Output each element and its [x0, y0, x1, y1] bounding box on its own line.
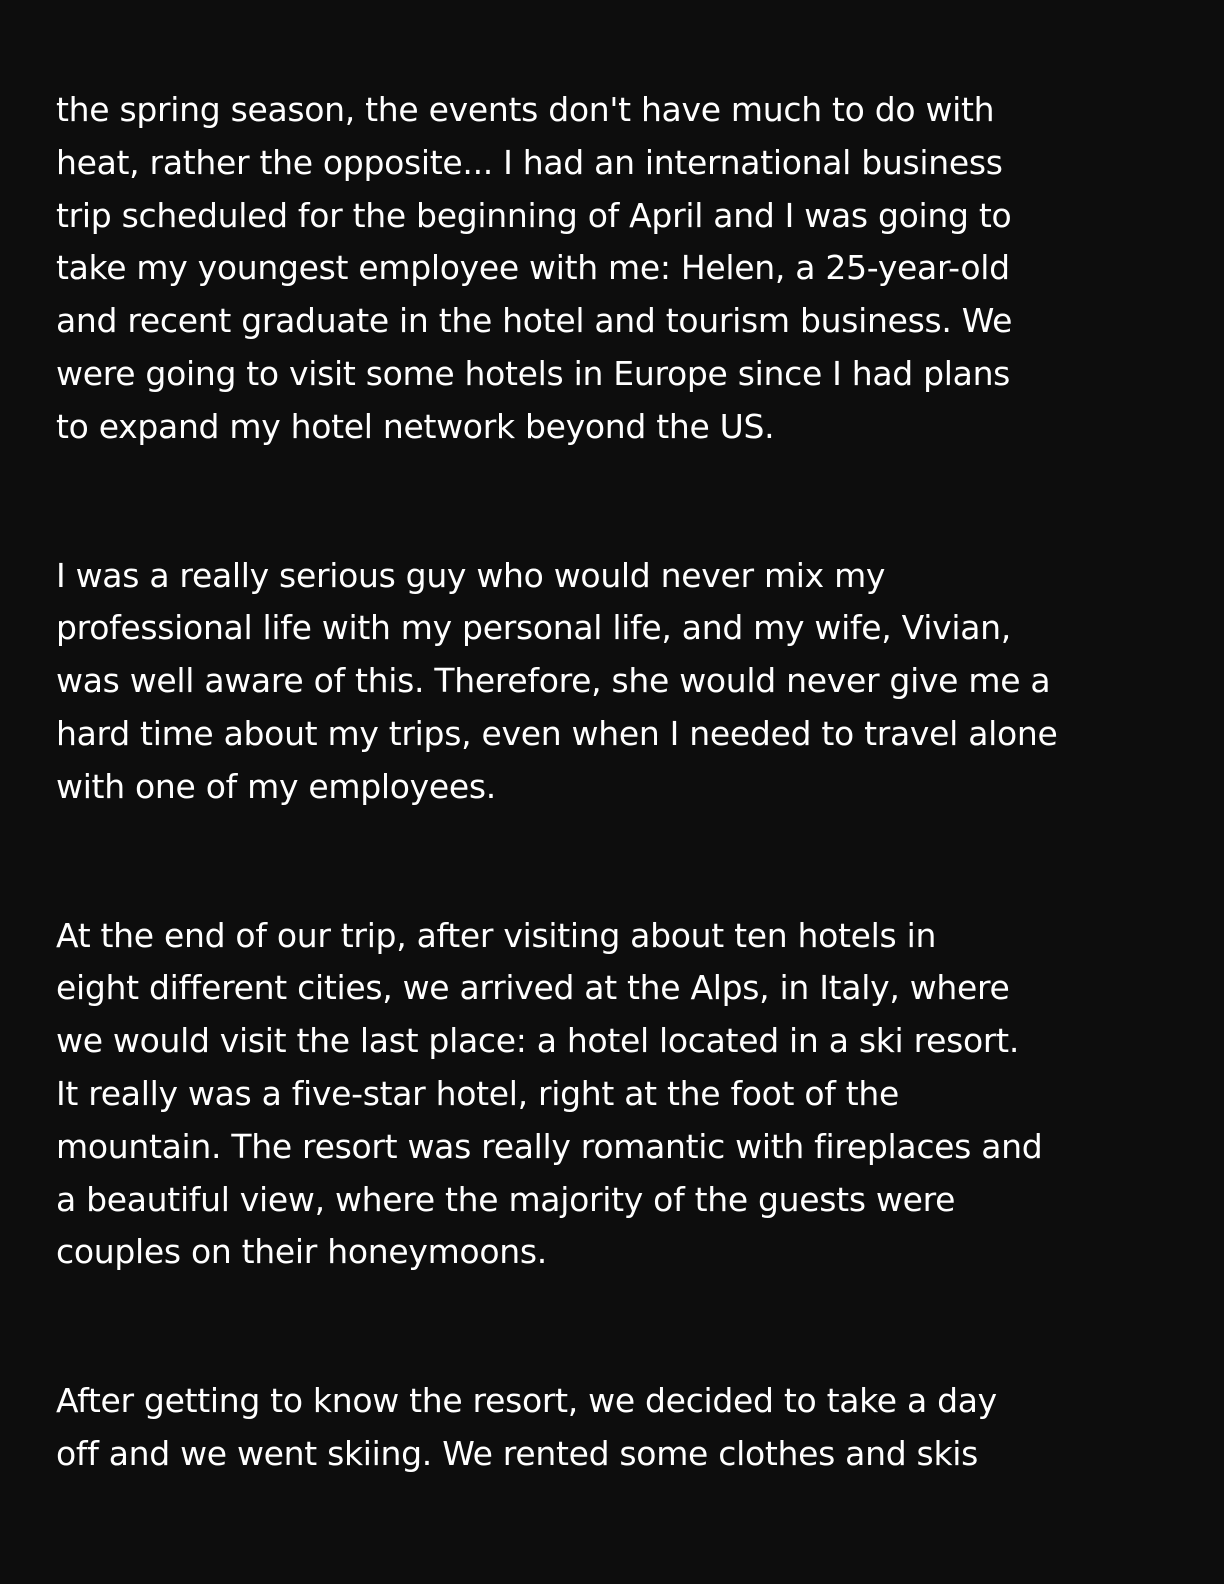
- paragraph-2: [56, 550, 1176, 814]
- text-line: It really was a five-star hotel, right at the foot of the: [56, 1073, 900, 1113]
- text-line: hard time about my trips, even when I needed to travel alone: [56, 713, 1058, 753]
- text-line: After getting to know the resort, we decided to take a day: [56, 1381, 997, 1421]
- text-line: mountain. The resort was really romantic with fireplaces and: [56, 1126, 1043, 1166]
- text-line: I was a really serious guy who would never mix my: [56, 555, 886, 595]
- paragraph-3: [56, 910, 1176, 1280]
- text-line: heat, rather the opposite... I had an international business: [56, 142, 1003, 182]
- text-line: to expand my hotel network beyond the US.: [56, 406, 775, 446]
- text-line: professional life with my personal life, and my wife, Vivian,: [56, 608, 1011, 648]
- paragraph-4: [56, 1375, 1176, 1481]
- text-line: eight different cities, we arrived at the Alps, in Italy, where: [56, 968, 1010, 1008]
- text-line: with one of my employees.: [56, 766, 496, 806]
- text-line: was well aware of this. Therefore, she would never give me a: [56, 661, 1051, 701]
- text-line: the spring season, the events don't have much to do with: [56, 90, 995, 129]
- text-line: couples on their honeymoons.: [56, 1232, 547, 1272]
- paragraph-1: [56, 84, 1176, 454]
- text-line: take my youngest employee with me: Helen, a 25-year-old: [56, 248, 1010, 288]
- text-line: and recent graduate in the hotel and tourism business. We: [56, 301, 1013, 341]
- text-line: were going to visit some hotels in Europe since I had plans: [56, 353, 1011, 393]
- text-line: At the end of our trip, after visiting about ten hotels in: [56, 915, 937, 955]
- text-line: off and we went skiing. We rented some clothes and skis: [56, 1433, 979, 1473]
- text-line: trip scheduled for the beginning of April and I was going to: [56, 195, 1012, 235]
- text-line: a beautiful view, where the majority of the guests were: [56, 1179, 956, 1219]
- text-line: we would visit the last place: a hotel located in a ski resort.: [56, 1021, 1020, 1061]
- document-page: [56, 84, 1176, 1577]
